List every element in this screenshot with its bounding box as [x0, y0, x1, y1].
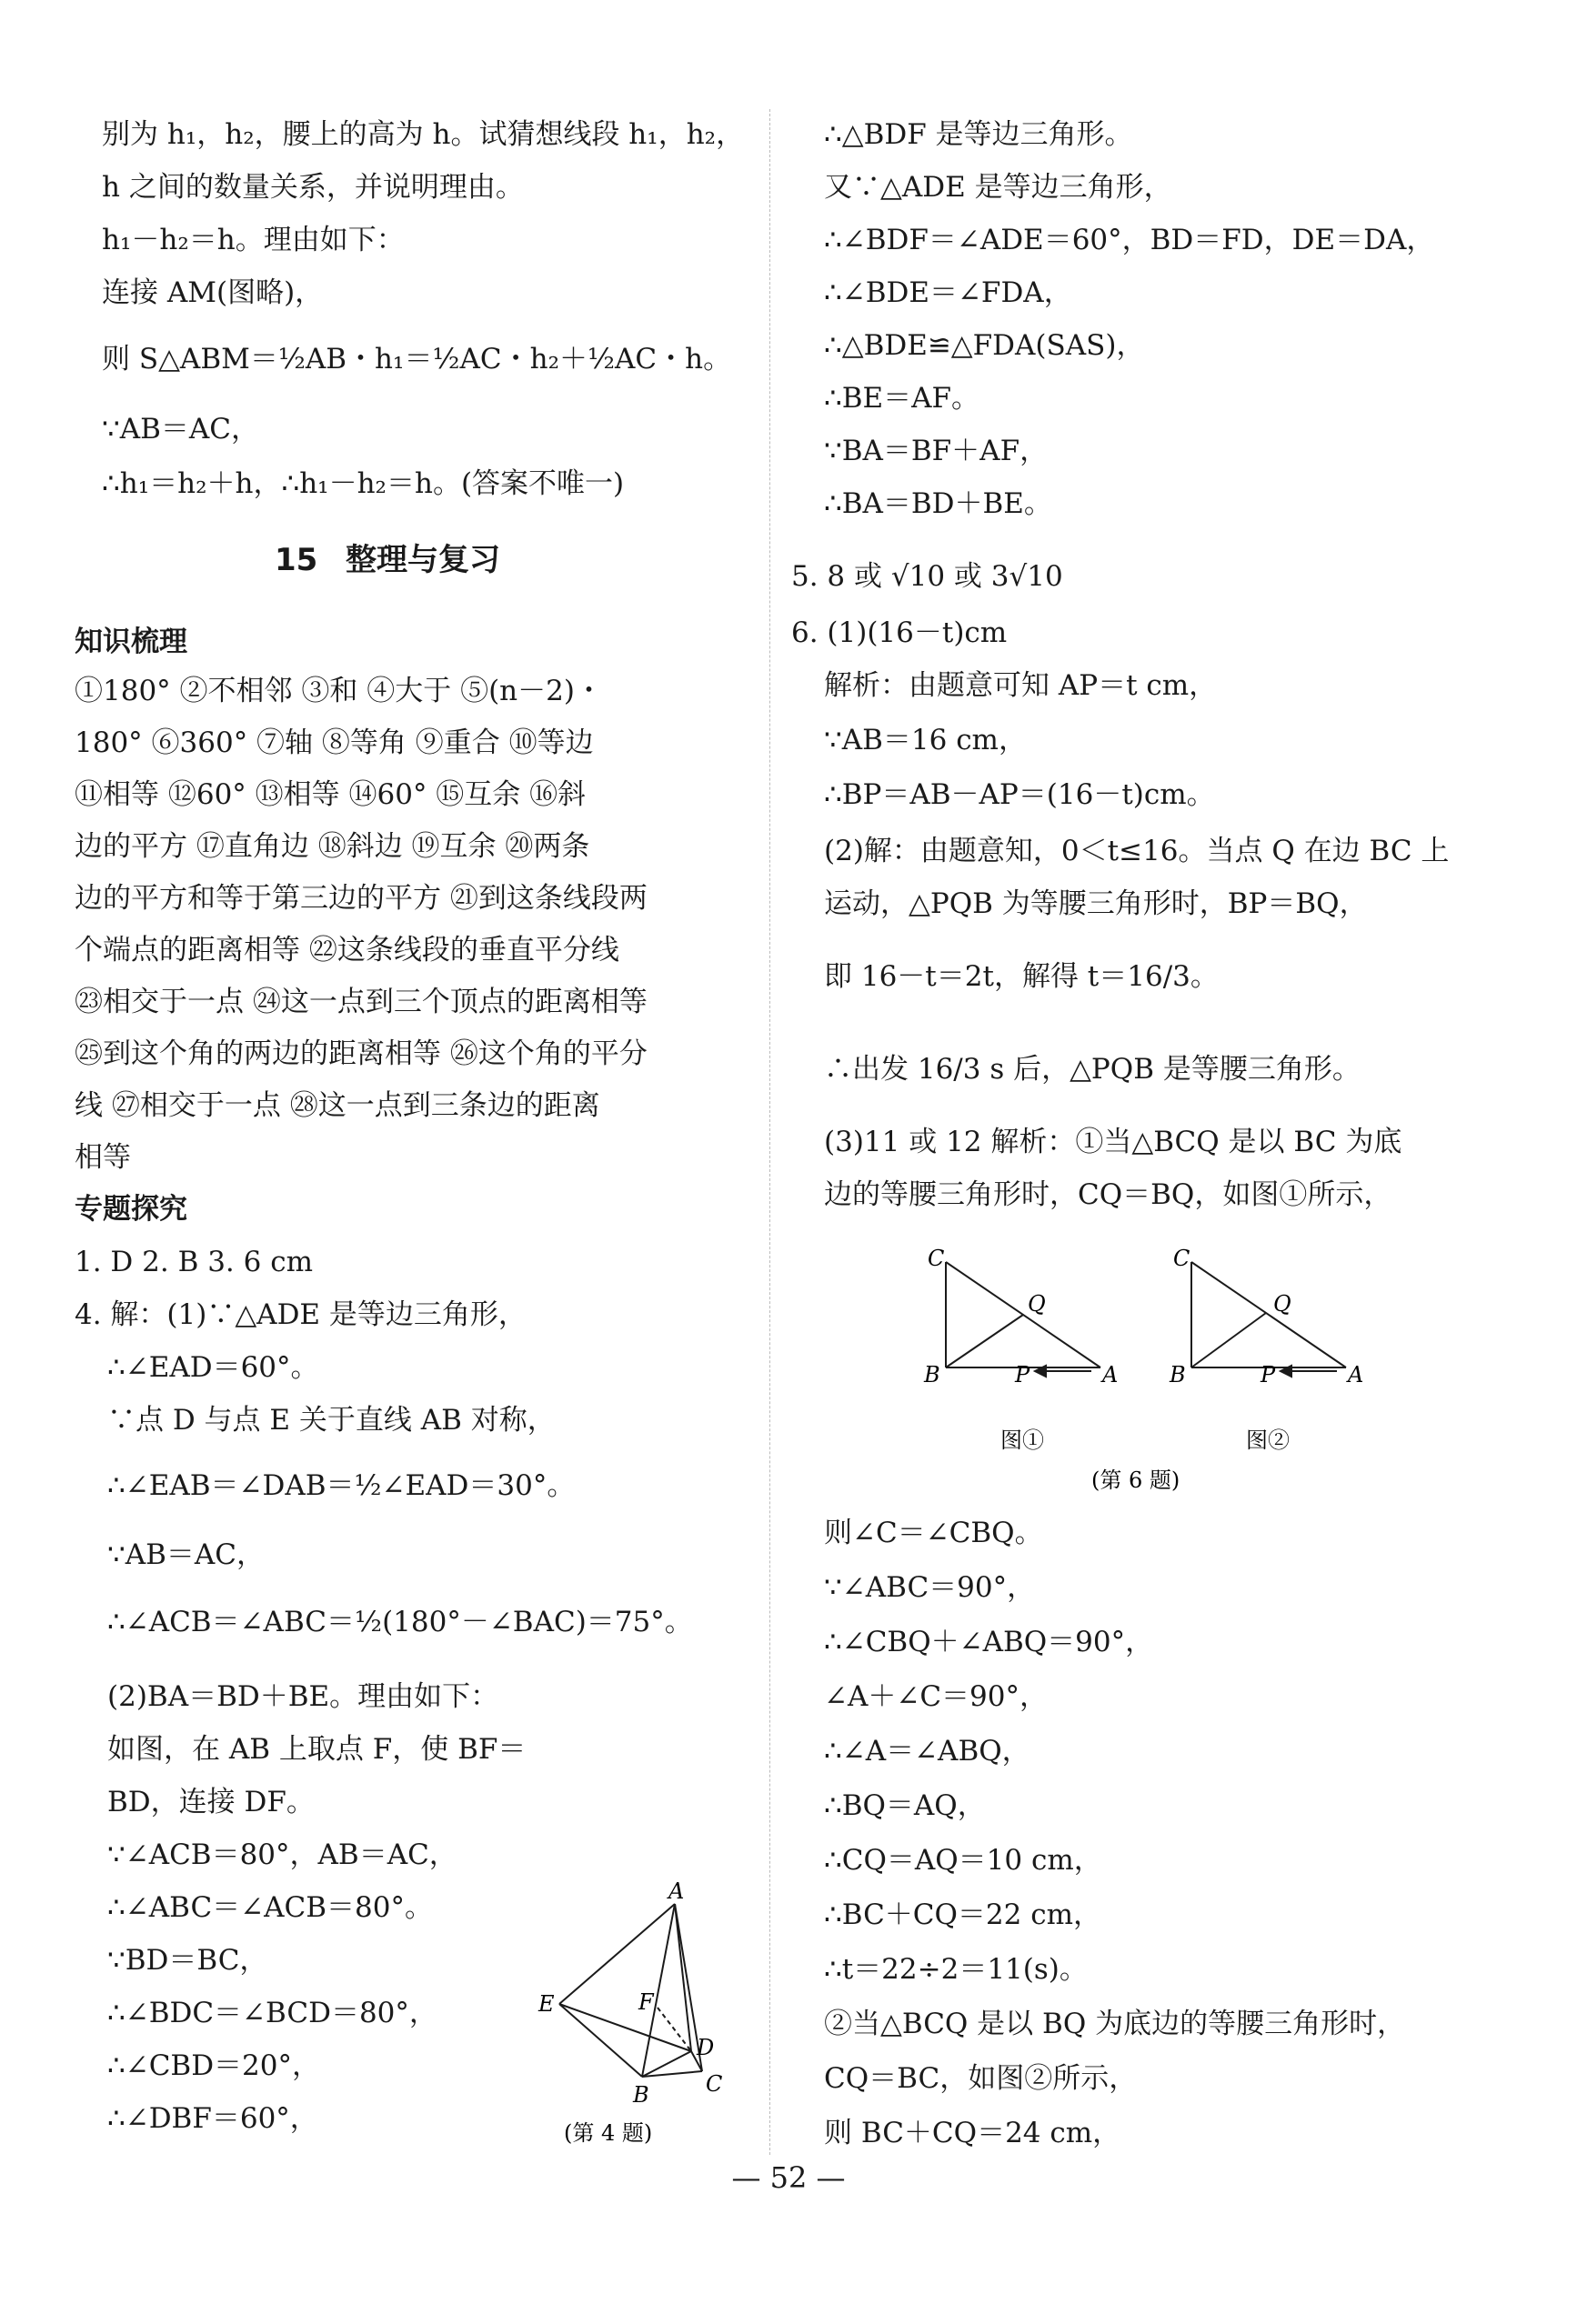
fig6-label-1: 图①: [1000, 1427, 1044, 1453]
text-line: h 之间的数量关系，并说明理由。: [102, 171, 524, 204]
text-line: 又∵△ADE 是等边三角形，: [824, 171, 1172, 204]
column-divider: [769, 109, 770, 2155]
knowledge-line: 线 ㉗相交于一点 ㉘这一点到三条边的距离: [75, 1089, 600, 1122]
q4-line: ∵AB＝AC，: [107, 1538, 265, 1571]
text-line: ∴∠A＝∠ABQ，: [824, 1735, 1030, 1768]
text-line: ∴BE＝AF。: [824, 382, 980, 415]
text-line: ∴t＝22÷2＝11(s)。: [824, 1953, 1088, 1986]
label-C-1: C: [928, 1246, 945, 1271]
text-line: ∴BC＋CQ＝22 cm，: [824, 1898, 1101, 1931]
label-E: E: [538, 1991, 555, 2017]
segment-CA-2: [1191, 1262, 1346, 1367]
text-line: ∴△BDE≌△FDA(SAS)，: [824, 329, 1145, 362]
label-A-2: A: [1348, 1362, 1364, 1387]
text-line: ∴∠BDF＝∠ADE＝60°，BD＝FD，DE＝DA，: [824, 224, 1435, 256]
text-line: ∠A＋∠C＝90°，: [824, 1680, 1049, 1713]
text-line: ∴BP＝AB－AP＝(16－t)cm。: [824, 778, 1215, 811]
figure-6-2: [1191, 1262, 1346, 1367]
text-line: ∴出发 16/3 s 后，△PQB 是等腰三角形。: [824, 1053, 1361, 1086]
q4-line: 如图，在 AB 上取点 F，使 BF＝: [107, 1733, 527, 1766]
text-line: 解析：由题意可知 AP＝t cm，: [824, 669, 1218, 702]
q4-line: (2)BA＝BD＋BE。理由如下：: [107, 1680, 499, 1713]
text-line: h₁－h₂＝h。理由如下：: [102, 224, 405, 256]
label-D: D: [697, 2035, 715, 2060]
text-line: 即 16－t＝2t，解得 t＝16/3。: [824, 960, 1219, 993]
subhead-topic: 专题探究: [75, 1193, 187, 1226]
knowledge-line: 边的平方 ⑰直角边 ⑱斜边 ⑲互余 ⑳两条: [75, 830, 590, 863]
segment-BQ-1: [946, 1315, 1023, 1367]
text-line: ∵∠ABC＝90°，: [824, 1571, 1036, 1604]
label-A: A: [668, 1878, 685, 1904]
section-title: 整理与复习: [346, 542, 500, 578]
knowledge-line: 边的平方和等于第三边的平方 ㉑到这条线段两: [75, 882, 648, 915]
segment-AE: [559, 1904, 675, 2004]
q4-line: ∵BD＝BC，: [107, 1944, 268, 1977]
subhead-knowledge: 知识梳理: [75, 626, 187, 658]
text-line: ∴h₁＝h₂＋h，∴h₁－h₂＝h。(答案不唯一): [102, 467, 625, 500]
figure-q4: [527, 1873, 746, 2146]
text-line: ∴∠CBQ＋∠ABQ＝90°，: [824, 1626, 1154, 1658]
answers-1-3: 1. D 2. B 3. 6 cm: [75, 1246, 313, 1278]
knowledge-line: ⑪相等 ⑫60° ⑬相等 ⑭60° ⑮互余 ⑯斜: [75, 778, 587, 811]
q4-line: ∴∠EAB＝∠DAB＝½∠EAD＝30°。: [107, 1469, 576, 1502]
q4-line: ∴∠BDC＝∠BCD＝80°，: [107, 1997, 437, 2029]
q4-line: ∵∠ACB＝80°，AB＝AC，: [107, 1838, 457, 1871]
label-B: B: [633, 2082, 649, 2108]
text-line: ∴△BDF 是等边三角形。: [824, 118, 1133, 151]
label-Q-2: Q: [1273, 1291, 1291, 1317]
segment-BQ-2: [1191, 1313, 1266, 1367]
figure-6-1: [946, 1262, 1100, 1367]
label-P-2: P: [1261, 1362, 1276, 1387]
knowledge-line: 相等: [75, 1141, 131, 1174]
q4-line: 4. 解：(1)∵△ADE 是等边三角形，: [75, 1298, 527, 1331]
text-line: ∴CQ＝AQ＝10 cm，: [824, 1844, 1102, 1877]
q4-line: ∴∠ACB＝∠ABC＝½(180°－∠BAC)＝75°。: [107, 1606, 693, 1638]
text-line: CQ＝BC，如图②所示，: [824, 2062, 1138, 2095]
segment-ED: [559, 2004, 691, 2051]
page-number: — 52 —: [731, 2160, 846, 2195]
knowledge-line: ㉕到这个角的两边的距离相等 ㉖这个角的平分: [75, 1037, 648, 1070]
label-C-2: C: [1173, 1246, 1190, 1271]
text-line: 别为 h₁，h₂，腰上的高为 h。试猜想线段 h₁，h₂，: [102, 118, 745, 151]
label-Q-1: Q: [1028, 1291, 1046, 1317]
fig4-caption: (第 4 题): [564, 2120, 653, 2146]
section-number: 15: [275, 542, 318, 578]
fig6-caption: (第 6 题): [1091, 1468, 1180, 1493]
q4-line: ∵点 D 与点 E 关于直线 AB 对称，: [107, 1404, 556, 1437]
label-C: C: [706, 2071, 723, 2097]
label-F: F: [638, 1989, 654, 2015]
segment-AD: [675, 1904, 691, 2051]
text-line: ∵AB＝AC，: [102, 413, 259, 446]
text-line: ∵AB＝16 cm，: [824, 724, 1027, 756]
text-line: ②当△BCQ 是以 BQ 为底边的等腰三角形时，: [824, 2008, 1406, 2040]
text-line: ∴∠BDE＝∠FDA，: [824, 276, 1072, 309]
segment-EB: [559, 2004, 642, 2077]
fig6-label-2: 图②: [1246, 1427, 1290, 1453]
text-line: 则∠C＝∠CBQ。: [824, 1517, 1043, 1549]
formula-line: 则 S△ABM＝½AB・h₁＝½AC・h₂＋½AC・h。: [102, 343, 732, 376]
text-line: 连接 AM(图略)，: [102, 276, 324, 309]
knowledge-line: 180° ⑥360° ⑦轴 ⑧等角 ⑨重合 ⑩等边: [75, 726, 594, 759]
q4-line: ∴∠CBD＝20°，: [107, 2049, 320, 2082]
label-A-1: A: [1102, 1362, 1119, 1387]
q4-line: ∴∠ABC＝∠ACB＝80°。: [107, 1891, 433, 1924]
q4-line: ∴∠DBF＝60°，: [107, 2102, 318, 2135]
answer-6: 6. (1)(16－t)cm: [791, 616, 1008, 649]
label-B-1: B: [924, 1362, 940, 1387]
knowledge-line: 个端点的距离相等 ㉒这条线段的垂直平分线: [75, 934, 619, 967]
text-line: (3)11 或 12 解析：①当△BCQ 是以 BC 为底: [824, 1126, 1402, 1158]
text-line: 则 BC＋CQ＝24 cm，: [824, 2117, 1121, 2149]
q4-line: BD，连接 DF。: [107, 1786, 315, 1818]
label-P-1: P: [1015, 1362, 1030, 1387]
text-line: ∴BQ＝AQ，: [824, 1789, 986, 1822]
text-line: ∴BA＝BD＋BE。: [824, 487, 1052, 520]
label-B-2: B: [1170, 1362, 1186, 1387]
answer-5: 5. 8 或 √10 或 3√10: [791, 560, 1063, 593]
text-line: (2)解：由题意知，0＜t≤16。当点 Q 在边 BC 上: [824, 835, 1450, 867]
knowledge-line: ㉓相交于一点 ㉔这一点到三个顶点的距离相等: [75, 986, 648, 1018]
text-line: 边的等腰三角形时，CQ＝BQ，如图①所示，: [824, 1178, 1392, 1211]
text-line: 运动，△PQB 为等腰三角形时，BP＝BQ，: [824, 887, 1368, 920]
figure-q6: [919, 1237, 1428, 1500]
q4-line: ∴∠EAD＝60°。: [107, 1351, 319, 1384]
knowledge-line: ①180° ②不相邻 ③和 ④大于 ⑤(n－2)・: [75, 675, 603, 707]
text-line: ∵BA＝BF＋AF，: [824, 435, 1049, 467]
